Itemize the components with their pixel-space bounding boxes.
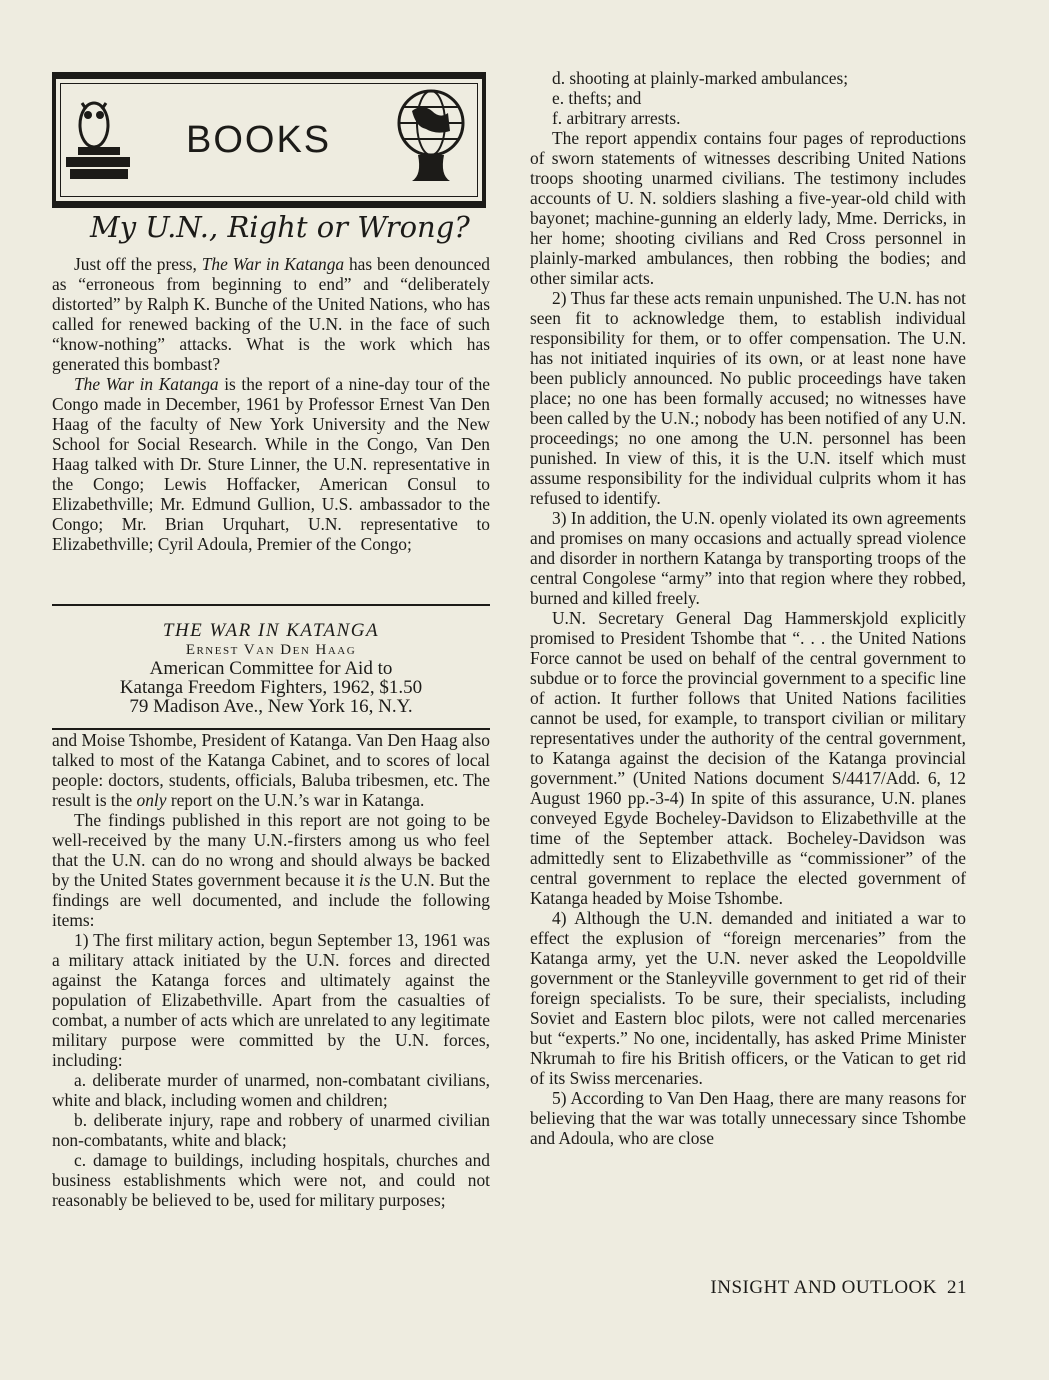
paragraph: U.N. Secretary General Dag Hammerskjold explicitly promised to President Tshombe that “. . . the United Nations Force cannot be used on behalf of the central government to subdue or to force the provincial government to a specific line of action. It further follows that United Nations facilities cannot be used, for example, to transport civilian or military representatives under the authority of the central government, to Katanga against the decision of the Katanga provincial government.” (United Nations document S/4417/Add. 6, 12 August 1960 pp.-3-4) In spite of this assurance, U.N. planes conveyed Egyde Bocheley-Davidson to Elizabethville at the time of the September attack. Bocheley-Davidson was admittedly sent to Elizabethville as “commissioner” of the central government to replace the elected government of Katanga headed by Moise Tshombe.	[530, 608, 966, 908]
books-section-header	[52, 72, 486, 208]
paragraph: The War in Katanga is the report of a nine-day tour of the Congo made in December, 1961 by Professor Ernest Van Den Haag of the faculty of New York University and the New School for Social Research. While in the Congo, Van Den Haag talked with Dr. Sture Linner, the U.N. representative in the Congo; Lewis Hoffacker, American Consul to Elizabethville; Mr. Edmund Gullion, U.S. ambassador to the Congo; Mr. Brian Urquhart, U.N. representative to Elizabethville; Cyril Adoula, Premier of the Congo;	[52, 374, 491, 554]
page-footer	[710, 1277, 967, 1299]
paragraph: 2) Thus far these acts remain unpunished. The U.N. has not seen fit to acknowledge them, to establish individual responsibility for them, or to offer compensation. The U.N. has not initiated inquiries of its own, or at least none have been publicly announced. No public proceedings have taken place; no one has been formally accused; no witnesses have been called by the U.N.; nobody has been notified of any U.N. proceedings; no one among the U.N. personnel has been punished. In view of this, it is the U.N. itself which must assume responsibility for the individual culprits whom it has refused to identify.	[530, 288, 966, 508]
article-headline: My U.N., Right or Wrong?	[90, 210, 470, 244]
globe-icon	[392, 87, 470, 187]
paragraph: The findings published in this report are not going to be well-received by the many U.N.-firsters among us who feel that the U.N. can do no wrong and should always be backed by the United States government because it is the U.N. But the findings are well documented, and include the following items:	[52, 810, 490, 930]
section-title: BOOKS	[186, 119, 332, 161]
paragraph: and Moise Tshombe, President of Katanga. Van Den Haag also talked to most of the Katanga Cabinet, and to scores of local people: doctors, students, officials, Baluba tribesmen, etc. The result is the only report on the U.N.’s war in Katanga.	[52, 730, 490, 810]
paragraph: The report appendix contains four pages of reproductions of sworn statements of witnesses describing United Nations troops shooting unarmed civilians. The testimony includes accounts of U. N. soldiers slashing a five-year-old child with bayonet; machine-gunning an elderly lady, Mme. Derricks, in her home; shooting civilians and Red Cross personnel in plainly-marked ambulances, then robbing the bodies; and other similar acts.	[530, 128, 966, 288]
paragraph: 3) In addition, the U.N. openly violated its own agreements and promises on many occasions and actually spread violence and disorder in northern Katanga by transporting troops of the central Congolese “army” into that region where they robbed, burned and killed freely.	[530, 508, 966, 608]
list-item: b. deliberate injury, rape and robbery of unarmed civilian non-combatants, white and black;	[52, 1110, 490, 1150]
book-publisher-line: Katanga Freedom Fighters, 1962, $1.50	[119, 677, 423, 698]
book-publisher-line: American Committee for Aid to	[149, 658, 393, 679]
book-publisher-address: 79 Madison Ave., New York 16, N.Y.	[129, 696, 413, 717]
list-item: a. deliberate murder of unarmed, non-combatant civilians, white and black, including women and children;	[52, 1070, 490, 1110]
left-column-top	[52, 254, 490, 554]
paragraph: Just off the press, The War in Katanga has been denounced as “erroneous from beginning to end” and “deliberately distorted” by Ralph K. Bunche of the United Nations, who has called for renewed backing of the U.N. in the face of such “know-nothing” attacks. What is the work which has generated this bombast?	[52, 254, 490, 374]
owl-on-books-icon	[64, 95, 134, 183]
left-column-bottom	[52, 730, 490, 1210]
list-item: d. shooting at plainly-marked ambulances;	[552, 68, 849, 88]
page-number: 21	[947, 1277, 967, 1298]
paragraph: 1) The first military action, begun September 13, 1961 was a military attack initiated by the U.N. forces and directed against the Katanga forces and ultimately against the population of Elizabethville. Apart from the casualties of combat, a number of acts which are unrelated to any legitimate military purpose were committed by the U.N. forces, including:	[52, 930, 490, 1070]
list-item: e. thefts; and	[552, 88, 642, 108]
book-info-box	[52, 604, 490, 730]
right-column	[530, 68, 966, 1148]
paragraph: 4) Although the U.N. demanded and initiated a war to effect the explusion of “foreign mercenaries” from the Katanga army, yet the U.N. never asked the Leopoldville government or the Stanleyville government to get rid of their foreign specialists. To be sure, their specialists, including Soviet and Eastern bloc pilots, were not called mercenaries but “experts.” No one, incidentally, has asked Prime Minister Nkrumah to fire his British officers, or the Vatican to get rid of its Swiss mercenaries.	[530, 908, 966, 1088]
book-title: THE WAR IN KATANGA	[162, 620, 380, 641]
list-item: f. arbitrary arrests.	[552, 108, 681, 128]
book-author: Ernest Van Den Haag	[185, 642, 357, 658]
publication-name: INSIGHT AND OUTLOOK	[710, 1277, 937, 1298]
paragraph: 5) According to Van Den Haag, there are many reasons for believing that the war was totally unnecessary since Tshombe and Adoula, who are close	[530, 1088, 966, 1148]
list-item: c. damage to buildings, including hospitals, churches and business establishments which were not, and could not reasonably be believed to be, used for military purposes;	[52, 1150, 490, 1210]
